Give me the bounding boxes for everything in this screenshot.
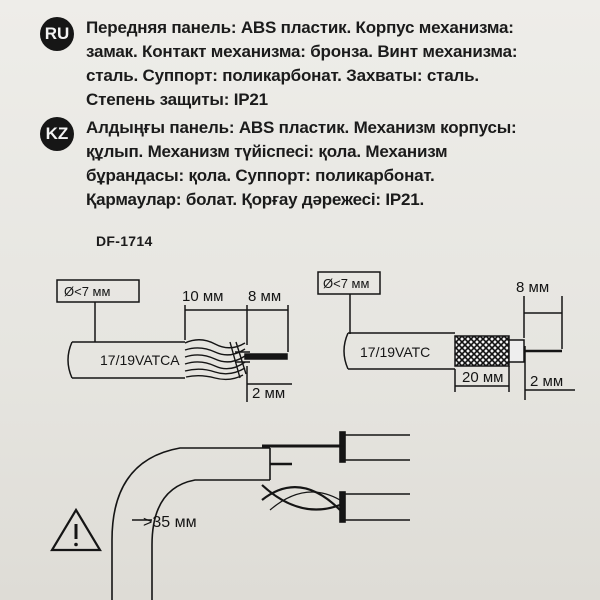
- right-height-dimension: 2 мм: [530, 373, 564, 390]
- ru-line-2: замак. Контакт механизма: бронза. Винт механизма:: [86, 42, 518, 61]
- right-cable-label: 17/19VATC: [360, 344, 431, 360]
- kz-badge: KZ: [40, 117, 74, 151]
- kz-line-3: бұрандасы: қола. Суппорт: поликарбонат.: [86, 166, 435, 185]
- right-cable-diagram: [318, 272, 575, 400]
- kz-line-4: Қармаулар: болат. Қорғау дәрежесі: IP21.: [86, 190, 425, 209]
- ru-line-1: Передняя панель: ABS пластик. Корпус механизма:: [86, 18, 514, 37]
- right-core-dimension: 8 мм: [516, 279, 550, 296]
- left-diameter-label: Ø<7 мм: [64, 284, 111, 299]
- kz-line-2: құлып. Механизм түйіспесі: қола. Механизм: [86, 142, 448, 161]
- left-height-dimension: 2 мм: [252, 385, 286, 402]
- model-number: DF-1714: [96, 233, 153, 249]
- right-folded-braid: [455, 336, 509, 366]
- warning-triangle-icon: [52, 510, 100, 550]
- ru-line-3: сталь. Суппорт: поликарбонат. Захваты: сталь.: [86, 66, 479, 85]
- kz-line-1: Алдыңғы панель: ABS пластик. Механизм корпусы:: [86, 118, 517, 137]
- right-braid-dimension: 20 мм: [462, 369, 504, 386]
- left-exposed-braid: [185, 340, 246, 380]
- right-diameter-label: Ø<7 мм: [323, 276, 370, 291]
- ru-badge: RU: [40, 17, 74, 51]
- left-cable-label: 17/19VATCA: [100, 352, 180, 368]
- left-cable-diagram: [57, 280, 292, 402]
- bend-radius-label: >35 мм: [143, 514, 197, 531]
- bend-radius-diagram: [112, 448, 292, 600]
- left-inner-core: [245, 354, 287, 359]
- left-strip-dimension: 10 мм: [182, 288, 224, 305]
- conductor-illustrations: [262, 432, 410, 522]
- left-core-dimension: 8 мм: [248, 288, 282, 305]
- ru-line-4: Степень защиты: IP21: [86, 90, 268, 109]
- right-dielectric: [509, 340, 524, 362]
